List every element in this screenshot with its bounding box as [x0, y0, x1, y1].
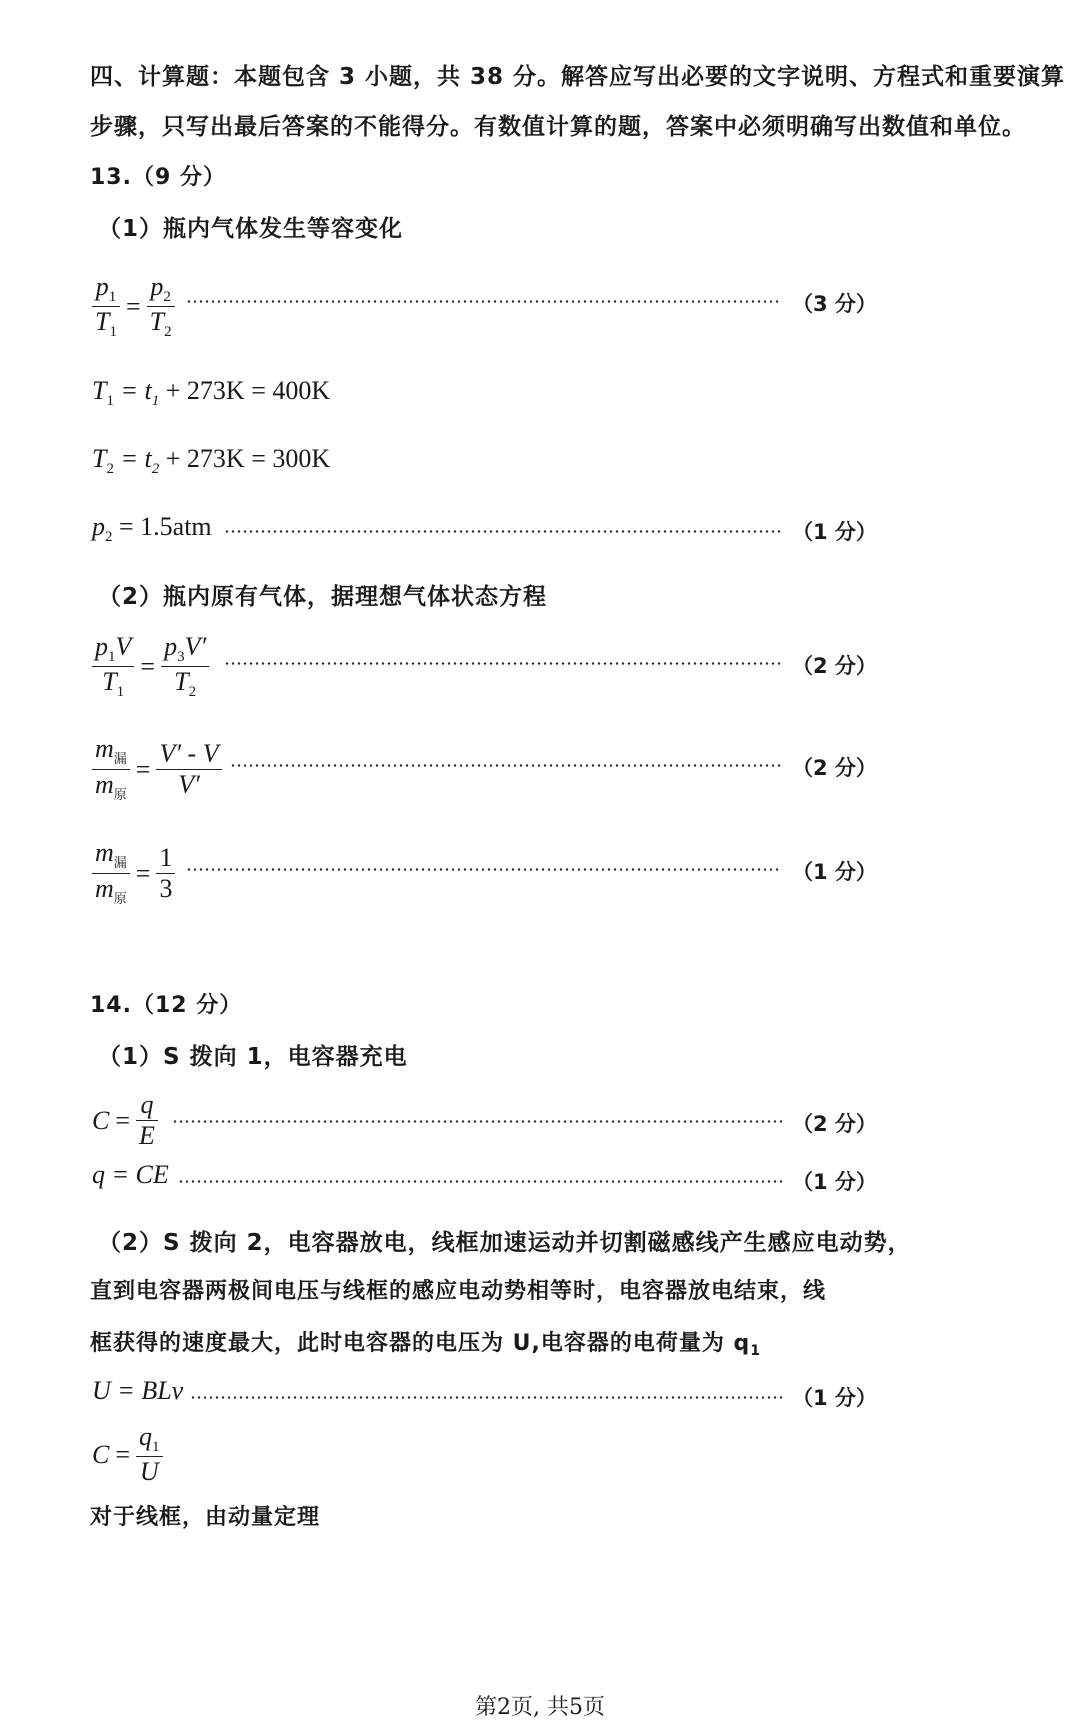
score-label: （1 分） [792, 860, 877, 884]
score-label: （1 分） [792, 1170, 877, 1194]
leader-dots [186, 868, 782, 871]
q14-eq-capacitance: C = $\frac{q}{E}$ [92, 1090, 158, 1151]
q14-last-line: 对于线框，由动量定理 [90, 1505, 321, 1530]
q13-eq-mass-result: $\frac{m_漏}{m_原}$ = $\frac{1}{3}$ [92, 838, 175, 909]
q13-eq-isochoric: $\frac{p_1}{T_1}$ = $\frac{p_2}{T_2}$ [92, 272, 175, 341]
q13-part2-text: （2）瓶内原有气体，据理想气体状态方程 [98, 584, 548, 610]
q13-part1-text: （1）瓶内气体发生等容变化 [98, 216, 404, 242]
q13-eq-p2: $p_2 = 1.5atm$ [92, 512, 212, 545]
q13-eq-ideal-gas: $\frac{p_1V}{T_1}$ = $\frac{p_3V'}{T_2}$ [92, 632, 209, 701]
q14-heading: 14.（12 分） [90, 993, 243, 1018]
q14-part2-line2: 直到电容器两极间电压与线框的感应电动势相等时，电容器放电结束，线 [90, 1279, 827, 1304]
q14-eq-voltage: U = BLv [92, 1376, 184, 1405]
q14-part1-text: （1）S 拨向 1，电容器充电 [98, 1044, 408, 1070]
score-label: （2 分） [792, 756, 877, 780]
intro-line-2: 步骤，只写出最后答案的不能得分。有数值计算的题，答案中必须明确写出数值和单位。 [90, 114, 1026, 140]
q14-eq-charge: q = CE [92, 1160, 169, 1189]
leader-dots [190, 1396, 782, 1399]
q13-eq-t2: $T_2 = t_2 + 273K = 300K$ [92, 444, 331, 477]
leader-dots [224, 662, 782, 665]
leader-dots [172, 1120, 782, 1123]
leader-dots [224, 530, 782, 533]
leader-dots [178, 1180, 782, 1183]
score-label: （1 分） [792, 520, 877, 544]
intro-line-1: 四、计算题：本题包含 3 小题，共 38 分。解答应写出必要的文字说明、方程式和重要演算 [90, 64, 1066, 90]
q13-eq-t1: $T_1 = t_1 + 273K = 400K$ [92, 376, 331, 409]
q14-part2-line3: 框获得的速度最大，此时电容器的电压为 U,电容器的电荷量为 $q_1$ [90, 1331, 762, 1359]
leader-dots [186, 300, 782, 303]
q13-eq-mass-ratio: $\frac{m_漏}{m_原}$ = $\frac{V' - V}{V'}$ [92, 734, 222, 805]
page-number-footer: 第2页, 共5页 [475, 1695, 605, 1720]
score-label: （3 分） [792, 292, 877, 316]
leader-dots [230, 764, 782, 767]
q13-heading: 13.（9 分） [90, 165, 226, 190]
q14-eq-capacitance-2: C = $\frac{q_1}{U}$ [92, 1422, 163, 1487]
score-label: （2 分） [792, 654, 877, 678]
score-label: （1 分） [792, 1386, 877, 1410]
q14-part2-line1: （2）S 拨向 2，电容器放电，线框加速运动并切割磁感线产生感应电动势， [98, 1230, 912, 1256]
score-label: （2 分） [792, 1112, 877, 1136]
